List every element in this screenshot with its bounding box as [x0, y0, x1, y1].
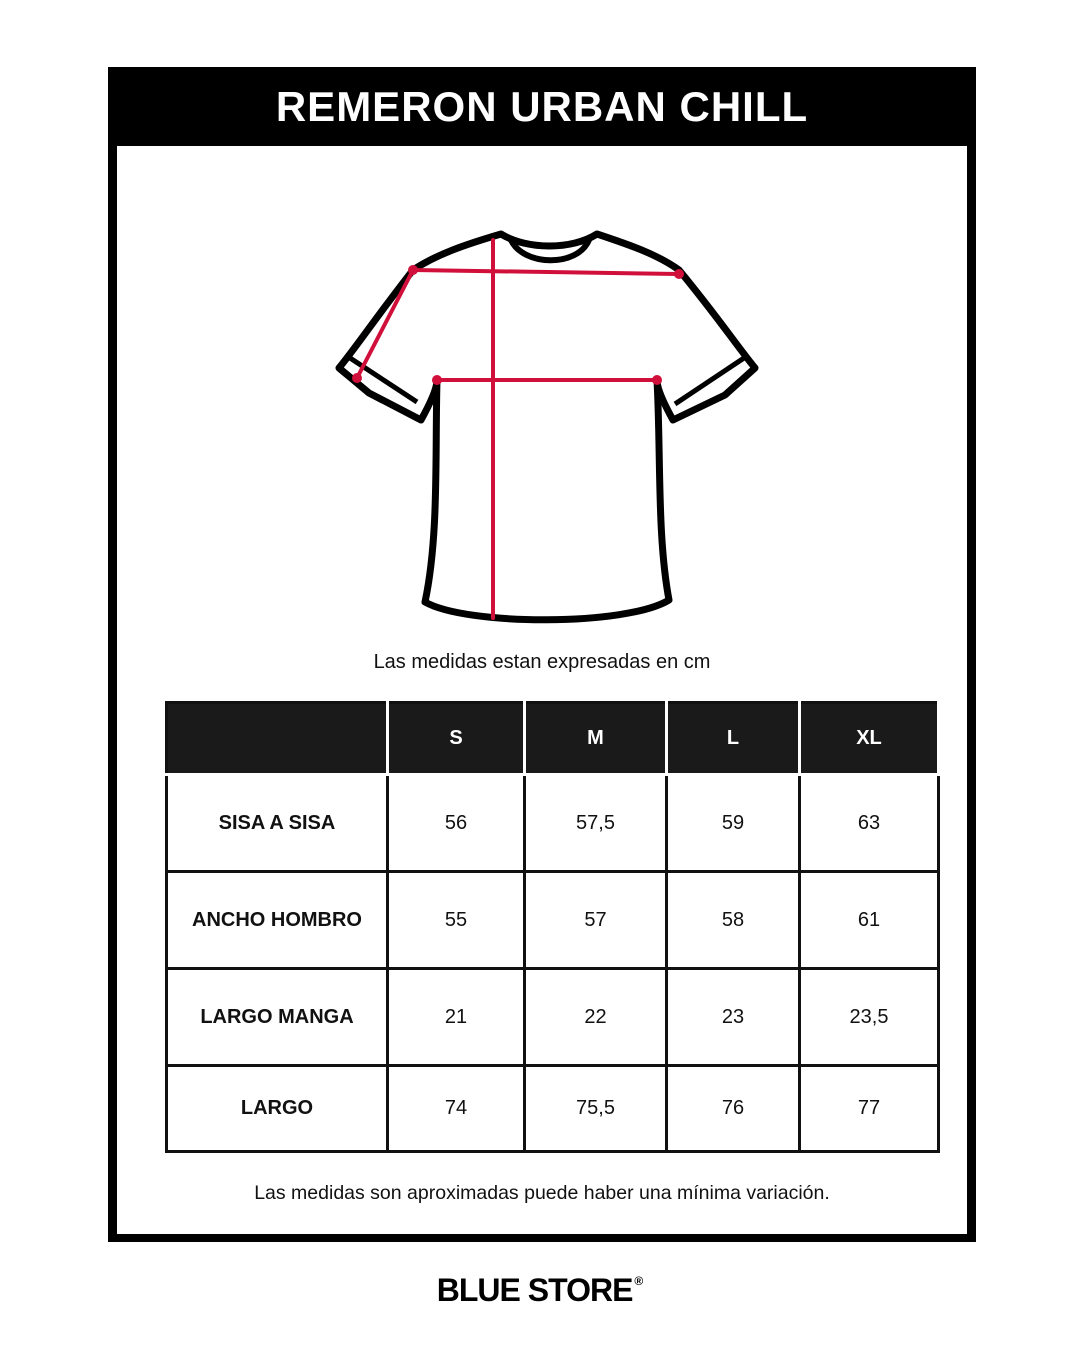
table-cell: 58 — [667, 872, 800, 969]
units-note: Las medidas estan expresadas en cm — [373, 651, 711, 673]
table-cell: 61 — [800, 872, 939, 969]
brand-logo — [0, 1272, 1080, 1309]
measurement-lines — [357, 240, 679, 618]
table-cell: 56 — [388, 775, 525, 872]
registered-mark: ® — [634, 1274, 644, 1288]
tshirt-diagram-icon — [327, 206, 767, 626]
table-row — [167, 775, 939, 872]
table-cell: 23 — [667, 969, 800, 1066]
table-cell: 57 — [525, 872, 667, 969]
header-size-xl: XL — [800, 703, 939, 775]
size-chart-card — [108, 67, 976, 1242]
footnote: Las medidas son aproximadas puede haber una mínima variación. — [254, 1182, 830, 1204]
header-size-l: L — [667, 703, 800, 775]
size-table — [165, 701, 940, 1153]
header-size-s: S — [388, 703, 525, 775]
table-cell: 76 — [667, 1066, 800, 1152]
table-cell: 21 — [388, 969, 525, 1066]
table-cell: 74 — [388, 1066, 525, 1152]
header-size-m: M — [525, 703, 667, 775]
sleeve-length-line — [357, 270, 413, 378]
shoulder-width-line — [413, 270, 679, 274]
table-cell: 77 — [800, 1066, 939, 1152]
table-cell: 75,5 — [525, 1066, 667, 1152]
table-row — [167, 1066, 939, 1152]
table-cell: 57,5 — [525, 775, 667, 872]
card-body — [117, 146, 967, 1234]
row-label-sisa: SISA A SISA — [167, 775, 388, 872]
table-cell: 23,5 — [800, 969, 939, 1066]
size-header-row — [167, 703, 939, 775]
table-cell: 55 — [388, 872, 525, 969]
page-title: REMERON URBAN CHILL — [275, 82, 809, 130]
row-label-ancho-hombro: ANCHO HOMBRO — [167, 872, 388, 969]
right-cuff-line — [675, 356, 747, 404]
table-cell: 63 — [800, 775, 939, 872]
table-cell: 59 — [667, 775, 800, 872]
row-label-largo: LARGO — [167, 1066, 388, 1152]
table-row — [167, 872, 939, 969]
row-label-largo-manga: LARGO MANGA — [167, 969, 388, 1066]
brand-name: BLUE STORE — [436, 1272, 633, 1308]
table-row — [167, 969, 939, 1066]
header-empty — [167, 703, 388, 775]
table-cell: 22 — [525, 969, 667, 1066]
